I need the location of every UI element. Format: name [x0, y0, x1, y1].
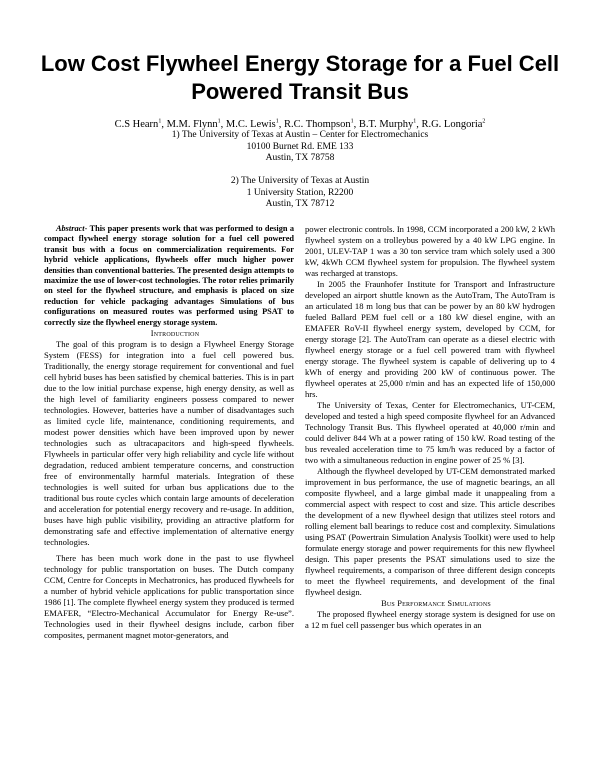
affiliation-2: 2) The University of Texas at Austin 1 University Station, R2200 Austin, TX 78712 — [230, 176, 370, 209]
paper-title: Low Cost Flywheel Energy Storage for a Fuel Cell Powered Transit Bus — [40, 51, 560, 104]
author: B.T. Murphy$^1$ — [358, 118, 417, 130]
body-paragraph: Although the flywheel developed by UT-CEM demonstrated marked improvement in bus performance, the use of magnetic bearings, an all composite flywheel, and a large gimbal made it unappealing from a commercial aspect with respect to cost and size. This article describes the development of a new flywheel design that utilizes steel rotors and rolling element ball bearings to reduce cost and complexity. Simulations using PSAT (Powertrain Simulation Analysis Toolkit) were used to help formulate energy storage and power requirements for this new flywheel design. This paper presents the PSAT simulations used to size the flywheel requirements, a comparison of three different design concepts to meet the flywheel requirements, and development of the final flywheel design. — [305, 466, 555, 597]
author: M.C. Lewis$^1$ — [225, 118, 279, 130]
author-list: C.S Hearn$^1$, M.M. Flynn$^1$, M.C. Lewis$^1$, R.C. Thompson$^1$, B.T. Murphy$^1$, R.G. Longoria$^2$ — [114, 118, 486, 130]
section-heading-bus-simulations: Bus Performance Simulations — [381, 599, 491, 608]
section-heading-introduction: Introduction — [150, 329, 200, 339]
body-paragraph: The University of Texas, Center for Electromechanics, UT-CEM, developed and tested a high speed composite flywheel for an Advanced Technology Transit Bus. This flywheel operated at 40,000 r/min and could deliver 844 Wh at a power rating of 150 kW. Road testing of the bus revealed acceleration time to 75 km/h was reduced by a factor of two with a simultaneous reduction in engine power of 25 % [3]. — [305, 400, 555, 465]
body-paragraph: power electronic controls. In 1998, CCM incorporated a 200 kW, 2 kWh flywheel system on a trolleybus powered by a 40 kW LPG engine. In 2001, ULEV-TAP 1 was a 30 ton service tram which solely used a 300 kW, 4kWh CCM flywheel system for propulsion. The flywheel system was recharged at transtops. — [305, 224, 555, 278]
author: M.M. Flynn$^1$ — [166, 118, 221, 130]
left-column — [44, 224, 294, 641]
abstract-body: This paper presents work that was performed to design a compact flywheel energy storage solution for a fuel cell powered transit bus with a focus on commercialization requirements. For hybrid vehicle applications, flywheels offer much higher power densities than conventional batteries. The presented design attempts to maximize the use of lower-cost technologies. The rotor relies primarily on steel for the flywheel structure, and emphasis is placed on size reduction for vehicle packaging advantages Simulations of bus configurations on measured routes was performed using PSAT to correctly size the flywheel energy storage system. — [44, 224, 294, 327]
body-paragraph: In 2005 the Fraunhofer Institute for Transport and Infrastructure developed an airport shuttle known as the AutoTram, The AutoTram is an articulated 18 m long bus that can be power by an 80 kW hydrogen fueled Ballard PEM fuel cell or a 180 kW diesel engine, with an EMAFER RoV-II flywheel energy system, developed by CCM, for energy storage [2]. The AutoTram can operate as a diesel electric with flywheel energy storage or a fuel cell powered tram with flywheel energy storage. The flywheel system is capable of delivering up to 4 kWh of energy and providing 200 kW of continuous power. The flywheel operates at 25,000 r/min and has an expected life of 150,000 hrs. — [305, 279, 555, 399]
abstract-lead: Abstract- — [56, 224, 88, 233]
author: C.S Hearn$^1$ — [114, 118, 162, 130]
body-paragraph: There has been much work done in the past to use flywheel technology for public transportation on buses. The Dutch company CCM, Centre for Concepts in Mechatronics, has produced flywheels for a number of hybrid vehicle applications for public transportation since 1986 [1]. The complete flywheel energy system they produced is termed EMAFER, “Electro-Mechanical Accumulator for Energy Re-use”. Technologies used in their flywheel designs include, carbon fiber composites, permanent magnet motor-generators, and — [44, 553, 294, 641]
body-paragraph: The goal of this program is to design a Flywheel Energy Storage System (FESS) for integration into a fuel cell powered bus. Traditionally, the energy storage requirement for conventional and fuel cell hybrid buses has been satisfied by chemical batteries. This is in part due to the low initial purchase expense, high energy density, as well as the high level of familiarity engineers possess compared to newer technologies. However, batteries have a number of disadvantages such as limited cycle life, maintenance, conditioning requirements, and modest power densities which have been improved upon by newer technologies such as ultracapacitors and high-speed flywheels. Flywheels in particular offer very high reliability and cycle life without degradation, reduced ambient temperature concerns, and construction free of environmentally harmful materials. Integration of these technologies is well suited for urban bus applications due to the traditional bus route cycles which contain large amounts of deceleration and acceleration for potential energy recovery and re-usage. In addition, buses have high public visibility, providing an attractive platform for demonstrating safe and effective implementation of alternative energy technologies. — [44, 339, 294, 548]
abstract — [44, 224, 294, 328]
body-paragraph: The proposed flywheel energy storage system is designed for use on a 12 m fuel cell passenger bus which operates in an — [305, 609, 555, 630]
author: R.C. Thompson$^1$ — [284, 118, 354, 130]
affiliation-1: 1) The University of Texas at Austin – Center for Electromechanics 10100 Burnet Rd. EME 133 Austin, TX 78758 — [171, 130, 429, 163]
author: R.G. Longoria$^2$ — [421, 118, 486, 130]
right-column — [305, 224, 555, 631]
